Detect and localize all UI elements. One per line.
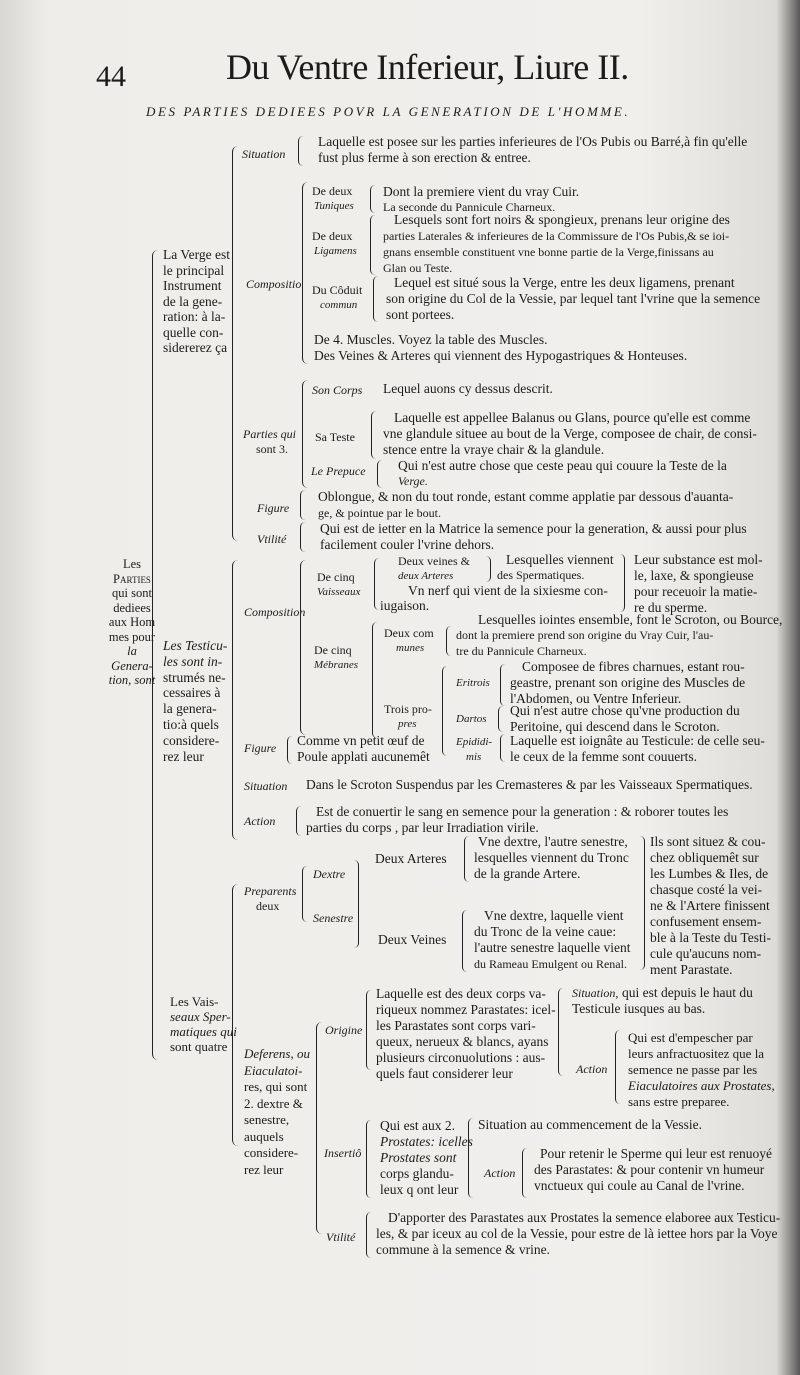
eritrois-text-1: Composee de fibres charnues, estant rou- [522,659,745,674]
verge-figure-text-2: ge, & pointue par le bout. [318,506,441,520]
brace [372,622,377,738]
pro-situation-text: Situation au commencement de la Vessie. [478,1117,702,1132]
trois-label: Trois pro- [384,702,432,716]
testicules-situation-label: Situation [244,779,288,793]
tuniques-text-1: Dont la premiere vient du vray Cuir. [383,184,580,199]
veines-v-text-2: du Tronc de la veine caue: [474,924,617,939]
testicules-brace [232,560,239,840]
tuniques-text-2: La seconde du Pannicule Charneux. [383,200,556,214]
dextre-label: Dextre [313,867,346,881]
brace [377,460,382,488]
tuniques-label-2: Tuniques [314,200,354,212]
veines-v-text-4: du Rameau Emulgent ou Renal. [474,957,627,971]
testicules-action-text-1: Est de conuertir le sang en semence pour la generation : & roborer toutes les [316,804,729,819]
brace [354,860,359,948]
brace [373,276,378,322]
brace [442,666,447,756]
brace [366,990,371,1070]
brace [374,558,379,610]
brace [371,411,376,459]
testicules-situation-text: Dans le Scroton Suspendus par les Cremasteres & par les Vaisseaux Spermatiques. [306,777,753,792]
parties-label: Parties qui [243,427,296,441]
origine-text: Laquelle est des deux corps va- riqueux nommez Parastates: icel- les Parastates sont corps vari- queux, nerueux & blancs, ayans plusieurs circonuolutions : aus- quels faut considerer leur [376,986,556,1081]
testicules-figure-text-1: Comme vn petit œuf de [297,733,425,748]
brace [300,490,305,520]
brace [366,1212,371,1258]
vaisseaux-vtilite-text-3: commune à la semence & vrine. [376,1242,550,1257]
origine-label: Origine [325,1023,363,1037]
dartos-text-2: Peritoine, qui descend dans le Scroton. [510,719,720,734]
arteres-text-1: Vne dextre, l'autre senestre, [478,834,628,849]
brace [300,522,305,552]
brace [298,136,303,166]
root-label: Les Parties qui sont dediees aux Hom mes pour la Genera- tion, sont [108,557,156,687]
deux-com-text-2: dont la premiere prend son origine du Vray Cuir, l'au- [456,628,714,642]
prepuce-text-2: Verge. [398,474,428,488]
teste-text-3: stence entre la vraye chair & la glandule. [383,442,605,457]
vaisseaux-label-2: Vaisseaux [317,586,361,598]
situes-text: Ils sont situez & cou- chez obliquemêt sur les Lumbes & Iles, de chasque costé la vei- ne & l'Artere finissent confusement ensem- ble à la Teste du Testi- cule qu'aucuns nom- ment Parastate. [650,834,771,977]
membranes-label: De cinq [314,643,352,657]
verge-vtilite-text-1: Qui est de ietter en la Matrice la semence pour la generation, & aussi pour plus [320,521,747,536]
nerf-text-1: Vn nerf qui vient de la sixiesme con- [408,583,608,598]
veines-text: Des Veines & Arteres qui viennent des Hypogastriques & Honteuses. [314,348,688,363]
substance-1: Leur substance est mol- [634,552,763,567]
brace [370,215,375,275]
brace [486,556,491,582]
verge-composition-label: Compositio [246,277,302,291]
composition-label: Composition [244,605,306,619]
brace [500,664,505,706]
deferens-label: Deferens, ou Eiaculatoi- res, qui sont 2. dextre & senestre, auquels considere- rez leur [244,1046,310,1177]
brace [296,806,301,836]
ligamens-text-3: gnans ensemble constituent vne bonne partie de la Verge,finissans au [383,245,714,259]
nerf-text-2: iugaison. [380,598,430,613]
pro-action-text-3: vnctueux qui coule au Canal de l'vrine. [534,1178,745,1193]
conduit-text-2: son origine du Col de la Vessie, par lequel tant l'vrine que la semence [386,291,761,306]
brace [302,182,308,364]
deux-com-text-1: Lesquelles iointes ensemble, font le Scroton, ou Bource, [478,612,783,627]
running-title: Du Ventre Inferieur, Liure II. [226,47,629,87]
pro-action-text-2: des Parastates: & pour contenir vn humeur [534,1162,765,1177]
veines-label-deux: Deux Veines [378,932,447,947]
verge-figure-text-1: Oblongue, & non du tout ronde, estant comme applatie par dessous d'auanta- [318,489,734,504]
testicules-action-label: Action [244,814,276,828]
brace [468,1118,473,1198]
preparents-label: Preparents [244,884,297,898]
eritrois-label: Eritrois [456,677,490,689]
brace [446,626,451,656]
prepuce-label: Le Prepuce [311,464,366,478]
substance-4: re du sperme. [634,600,708,615]
son-corps-text: Lequel auons cy dessus descrit. [383,381,553,396]
brace [366,1120,371,1198]
deux-com-text-3: tre du Pannicule Charneux. [456,644,587,658]
testicules-figure-label: Figure [244,741,277,755]
par-action-label: Action [576,1062,608,1076]
dartos-label: Dartos [456,713,487,725]
veines-desc-2: des Spermatiques. [497,568,585,582]
page-number: 44 [96,60,126,93]
substance-3: pour receuoir la matie- [634,584,758,599]
brace [615,1030,620,1104]
trois-label-2: pres [398,718,417,730]
muscles-text: De 4. Muscles. Voyez la table des Muscles. [314,332,548,347]
brace [640,836,645,970]
arteres-text-2: lesquelles viennent du Tronc [474,850,629,865]
dartos-text-1: Qui n'est autre chose qu'vne production du [510,703,740,718]
deux-com-label: Deux com [384,626,434,640]
prepuce-text-1: Qui n'est autre chose que ceste peau qui couure la Teste de la [398,458,727,473]
preparents-label-2: deux [256,899,280,913]
pro-action-text-1: Pour retenir le Sperme qui leur est renuoyé [540,1146,773,1161]
epididimis-label-2: mis [466,751,482,763]
teste-text-1: Laquelle est appellee Balanus ou Glans, pource qu'elle est comme [394,410,751,425]
veines-label: Deux veines & [398,554,470,568]
vaisseaux-vtilite-label: Vtilité [326,1230,356,1244]
brace [287,736,292,764]
epididimis-text-2: le ceux de la femme sont couuerts. [510,749,698,764]
verge-figure-label: Figure [257,501,290,515]
verge-situation-text-1: Laquelle est posee sur les parties inferieures de l'Os Pubis ou Barré,à fin qu'elle [318,134,748,149]
brace [316,1022,322,1234]
ligamens-text-2: parties Laterales & inferieures de la Commissure de l'Os Pubis,& se ioi- [383,229,730,243]
brace [302,866,307,922]
brace [300,560,306,735]
vaisseaux-spermatiques-label: Les Vais- seaux Sper- matiques qui sont quatre [170,994,237,1054]
conduit-text-1: Lequel est situé sous la Verge, entre les deux ligamens, prenant [394,275,735,290]
testicules-label: Les Testicu- les sont in- strumés ne- cessaires à la genera- tio:à quels considere- rez leur [163,638,228,764]
arteres-label-deux: Deux Arteres [375,851,447,866]
vaisseaux-brace [232,884,239,1146]
verge-brace [232,146,239,541]
brace [464,836,469,882]
brace [500,734,505,762]
verge-vtilite-label: Vtilité [257,532,287,546]
verge-situation-label: Situation [242,147,286,161]
conduit-label-2: commun [320,299,358,311]
ligamens-text-4: Glan ou Teste. [383,261,453,275]
ligamens-label: De deux [312,229,353,243]
teste-label: Sa Teste [315,430,355,444]
conduit-label: Du Côduit [312,283,363,297]
verge-label: La Verge est le principal Instrument de la gene- ration: à la- quelle con- sidererez ça [163,247,230,355]
brace [558,988,563,1076]
brace [370,185,375,213]
ligamens-label-2: Ligamens [314,245,357,257]
parties-label-2: sont 3. [256,442,289,456]
par-situation-label: Situation, [572,986,619,1000]
verge-situation-text-2: fust plus ferme à son erection & entree. [318,150,531,165]
brace [498,706,503,732]
senestre-label: Senestre [313,911,354,925]
epididimis-text-1: Laquelle est ioignâte au Testicule: de celle seu- [510,733,765,748]
son-corps-label: Son Corps [312,383,363,397]
par-action-text: Qui est d'empescher par leurs anfractuositez que la semence ne passe par les Eiaculatoires aux Prostates, sans estre preparee. [628,1030,775,1109]
veines-v-text-1: Vne dextre, laquelle vient [484,908,624,923]
pro-action-label: Action [484,1166,516,1180]
ligamens-text-1: Lesquels sont fort noirs & spongieux, prenans leur origine des [394,212,730,227]
substance-2: le, laxe, & spongieuse [634,568,754,583]
deux-com-label-2: munes [396,642,425,654]
membranes-label-2: Mébranes [314,659,358,671]
brace [522,1148,527,1198]
insertio-label: Insertiô [324,1146,362,1160]
brace [620,554,625,612]
par-situation-text-2: Testicule iusques au bas. [572,1001,706,1016]
testicules-action-text-2: parties du corps , par leur Irradiation virile. [306,820,539,835]
vaisseaux-vtilite-text-2: les, & par iceux au col de la Vessie, pour estre de là iettee hors par la Voye [376,1226,778,1241]
root-brace [152,250,159,1060]
veines-desc-1: Lesquelles viennent [506,552,614,567]
section-subtitle: DES PARTIES DEDIEES POVR LA GENERATION DE L'HOMME. [146,104,631,119]
teste-text-2: vne glandule situee au bout de la Verge, composee de chair, de consi- [383,426,757,441]
arteres-label: deux Arteres [398,570,454,582]
par-situation-text-1: qui est depuis le haut du [622,985,753,1000]
eritrois-text-2: geastre, prenant son origine des Muscles de [510,675,746,690]
vaisseaux-label: De cinq [317,570,355,584]
insertio-text: Qui est aux 2. Prostates: icelles Prostates sont corps glandu- leux q ont leur [380,1118,473,1197]
veines-v-text-3: l'autre senestre laquelle vient [474,940,631,955]
testicules-figure-text-2: Poule applati aucunemêt [297,749,430,764]
vaisseaux-vtilite-text-1: D'apporter des Parastates aux Prostates la semence elaboree aux Testicu- [388,1210,781,1225]
tuniques-label: De deux [312,184,353,198]
brace [302,380,308,488]
eritrois-text-3: l'Abdomen, ou Ventre Inferieur. [510,691,682,706]
conduit-text-3: sont portees. [386,307,455,322]
arteres-text-3: de la grande Artere. [474,866,581,881]
verge-vtilite-text-2: facilement couler l'vrine dehors. [320,537,495,552]
brace [462,910,467,972]
epididimis-label: Epididi- [456,736,493,748]
